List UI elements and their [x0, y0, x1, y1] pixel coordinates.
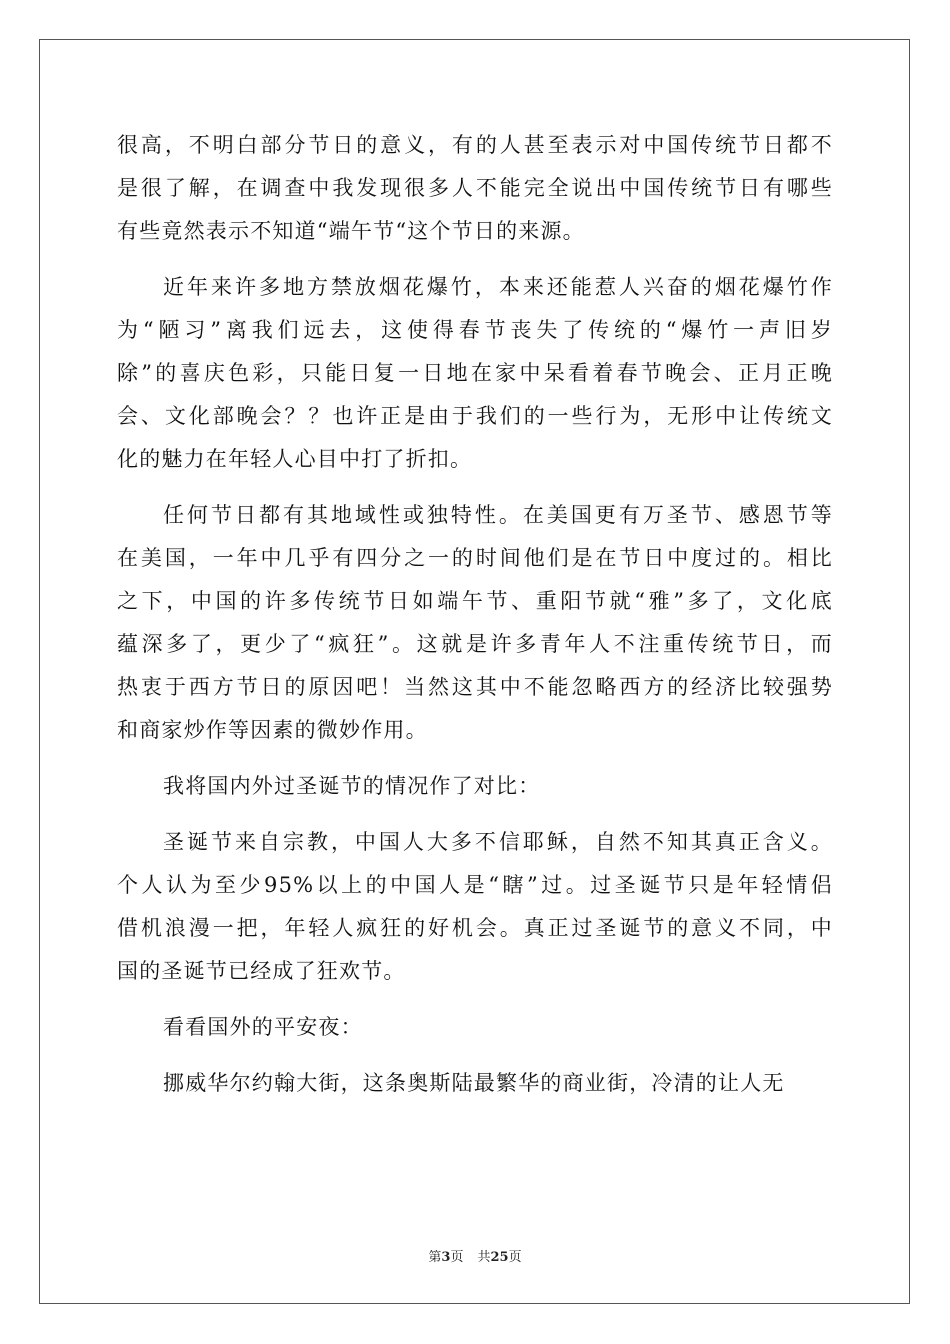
- page-footer: [0, 1246, 950, 1265]
- text-line: 很高，不明白部分节日的意义，有的人甚至表示对中国传统节日都不: [117, 133, 833, 157]
- text-line: 圣诞节来自宗教，中国人大多不信耶稣，自然不知其真正含义。: [163, 830, 833, 854]
- text-line: 国的圣诞节已经成了狂欢节。: [117, 959, 406, 983]
- text-line: 化的魅力在年轻人心目中打了折扣。: [117, 447, 473, 471]
- paragraph-gap: [117, 808, 833, 821]
- footer-page-suffix: 页: [450, 1250, 464, 1265]
- paragraph: [117, 821, 833, 993]
- footer-page-prefix: 第: [428, 1250, 442, 1265]
- footer-total-pages: 25: [490, 1250, 509, 1265]
- text-line: 我将国内外过圣诞节的情况作了对比：: [163, 774, 541, 798]
- text-line: 在美国，一年中几乎有四分之一的时间他们是在节日中度过的。相比: [117, 546, 833, 570]
- text-line: 是很了解，在调查中我发现很多人不能完全说出中国传统节日有哪些: [117, 176, 833, 200]
- text-line: 看看国外的平安夜：: [163, 1015, 363, 1039]
- paragraph: [117, 765, 833, 808]
- paragraph-gap: [117, 253, 833, 266]
- text-line: 蕴深多了，更少了“疯狂”。这就是许多青年人不注重传统节日，而: [117, 632, 833, 656]
- paragraph-gap: [117, 993, 833, 1006]
- text-line: 借机浪漫一把，年轻人疯狂的好机会。真正过圣诞节的意义不同，中: [117, 916, 833, 940]
- text-line: 除”的喜庆色彩，只能日复一日地在家中呆看着春节晚会、正月正晚: [117, 361, 833, 385]
- text-line: 挪威华尔约翰大街，这条奥斯陆最繁华的商业街，冷清的让人无: [163, 1071, 785, 1095]
- document-body: [117, 124, 833, 1105]
- paragraph: [117, 266, 833, 481]
- footer-total-suffix: 页: [508, 1250, 522, 1265]
- text-line: 有些竟然表示不知道“端午节“这个节日的来源。: [117, 219, 585, 243]
- paragraph-gap: [117, 1049, 833, 1062]
- paragraph-gap: [117, 481, 833, 494]
- text-line: 个人认为至少95%以上的中国人是“瞎”过。过圣诞节只是年轻情侣: [117, 873, 833, 897]
- text-line: 会、文化部晚会？？也许正是由于我们的一些行为，无形中让传统文: [117, 404, 833, 428]
- text-line: 之下，中国的许多传统节日如端午节、重阳节就“雅”多了，文化底: [117, 589, 833, 613]
- text-line: 热衷于西方节日的原因吧！当然这其中不能忽略西方的经济比较强势: [117, 675, 833, 699]
- paragraph: [117, 494, 833, 752]
- footer-total-prefix: 共: [477, 1250, 491, 1265]
- text-line: 近年来许多地方禁放烟花爆竹，本来还能惹人兴奋的烟花爆竹作: [163, 275, 833, 299]
- paragraph-gap: [117, 752, 833, 765]
- text-line: 为“陋习”离我们远去，这使得春节丧失了传统的“爆竹一声旧岁: [117, 318, 833, 342]
- text-line: 任何节日都有其地域性或独特性。在美国更有万圣节、感恩节等: [163, 503, 833, 527]
- paragraph: [117, 124, 833, 253]
- text-line: 和商家炒作等因素的微妙作用。: [117, 718, 428, 742]
- paragraph: [117, 1062, 833, 1105]
- paragraph: [117, 1006, 833, 1049]
- footer-page-number: 3: [441, 1250, 451, 1265]
